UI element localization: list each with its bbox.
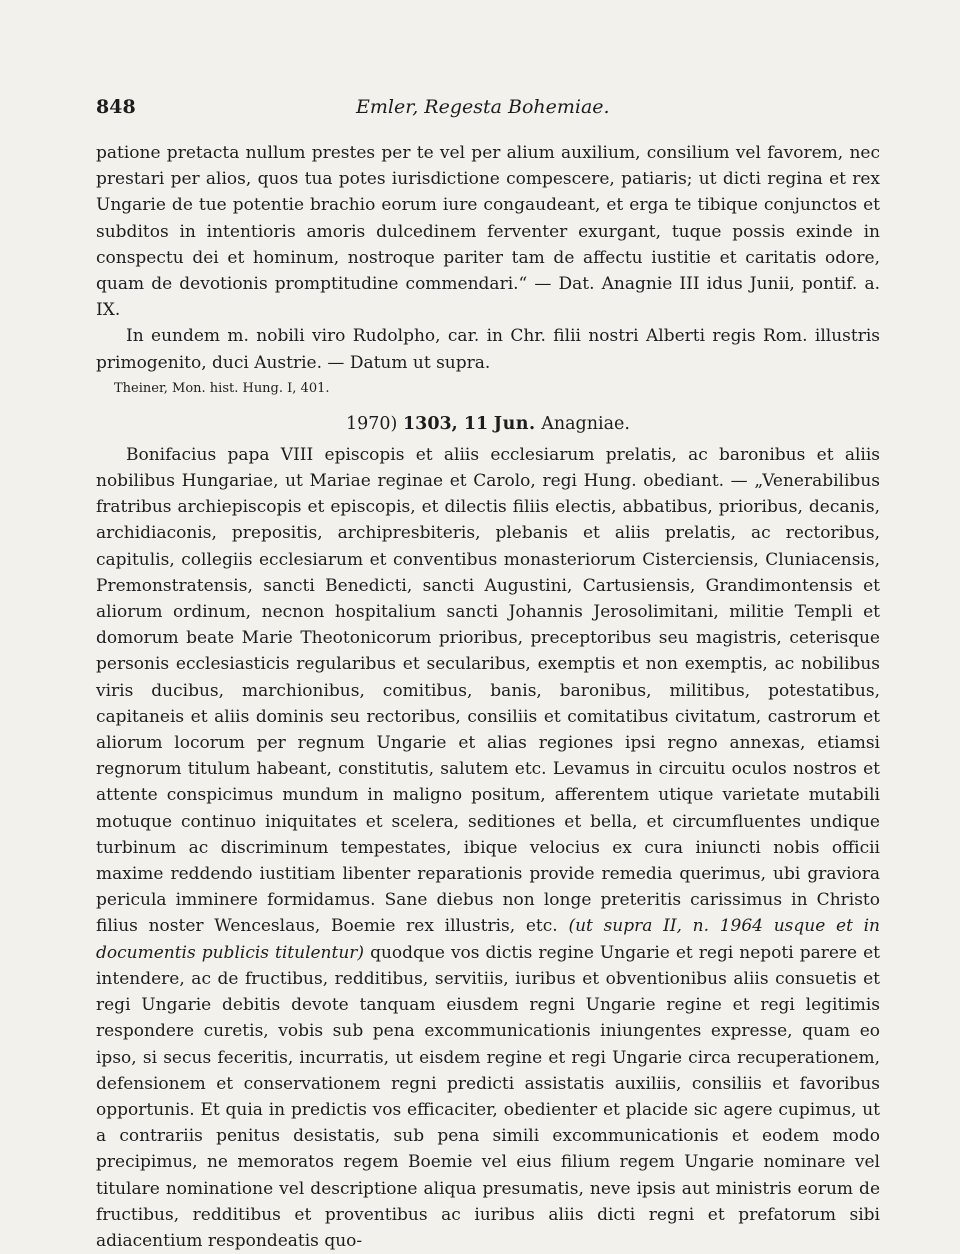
entry-month: Jun. [493, 413, 536, 434]
entry-heading [96, 412, 880, 436]
running-title: Emler, Regesta Bohemiae. [356, 96, 610, 118]
entry-place: Anagniae. [541, 413, 630, 434]
document-body [96, 442, 880, 1254]
entry-date: 1303, 11 [402, 413, 489, 434]
body-text-part-2: quodque vos dictis regine Ungarie et regi nepoti parere et intendere, ac de fructibus, redditibus, servitiis, iuribus et obventionibus aliis consuetis et regi Ungarie debitis devote tanquam eiusdem regni Ungarie regine et regi legitimis respondere curetis, vobis sub pena excommunicationis iniungentes expresse, quam eo ipso, si secus feceritis, incurratis, ut eisdem regine et regi Ungarie circa recuperationem, defensionem et conservationem regni predicti assistatis auxiliis, consiliis et favoribus opportunis. Et quia in predictis vos efficaciter, obedienter et placide sic agere cupimus, ut a contrariis penitus desistatis, sub pena simili excommunicationis et eodem modo precipimus, ne memoratos regem Boemie vel eius filium regem Ungarie nominare vel titulare nominatione vel descriptione aliqua presumatis, neve ipsis aut ministris eorum de fructibus, redditibus et proventibus ac iuribus aliis dicti regni et prefatorum sibi adiacentium respondeatis quo- [96, 942, 881, 1251]
source-citation: Theiner, Mon. hist. Hung. I, 401. [114, 380, 330, 396]
body-text-part-1: Bonifacius papa VIII episcopis et aliis ecclesiarum prelatis, ac baronibus et aliis nobilibus Hungariae, ut Mariae reginae et Carolo, regi Hung. obediant. — „Venerabilibus fratribus archiepiscopis et episcopis, et dilectis filiis electis, abbatibus, prioribus, decanis, archidiaconis, prepositis, archipresbiteris, plebanis et aliis prelatis, ac rectoribus, capitulis, collegiis ecclesiarum et conventibus monasteriorum Cisterciensis, Cluniacensis, Premonstratensis, sancti Benedicti, sancti Augustini, Cartusiensis, Grandimontensis et aliorum ordinum, necnon hospitalium sancti Johannis Jerosolimitani, militie Templi et domorum beate Marie Theotonicorum prioribus, preceptoribus seu magistris, ceterisque personis ecclesiasticis regularibus et secularibus, exemptis et non exemptis, ac nobilibus viris ducibus, marchionibus, comitibus, banis, baronibus, militibus, potestatibus, capitaneis et aliis dominis seu rectoribus, consiliis et comitatibus civitatum, castrorum et aliorum locorum per regnum Ungarie et alias regiones ipsi regno annexas, etiamsi regnorum titulum habeant, constitutis, salutem etc. Levamus in circuitu oculos nostros et attente conspicimus mundum in maligno positum, afferentem utique varietate mutabili motuque continuo iniquitates et scelera, seditiones et bella, et circumfluentes undique turbinum ac discriminum tempestates, ibique velocius ex cura iniuncti nobis officii maxime reddendo iustitiam libenter reparationis provide remedia querimus, ubi graviora pericula imminere formidamus. Sane diebus non longe preteritis carissimus in Christo filius noster Wenceslaus, Boemie rex illustris, etc. [96, 444, 880, 937]
entry-number: 1970) [346, 413, 398, 434]
page-number: 848 [96, 96, 136, 118]
addressee-paragraph: In eundem m. nobili viro Rudolpho, car. in Chr. filii nostri Alberti regis Rom. illustris primogenito, duci Austrie. — Datum ut supra. [96, 326, 880, 373]
continuation-paragraph: patione pretacta nullum prestes per te vel per alium auxilium, consilium vel favorem, nec prestari per alios, quos tua potes iurisdictione compescere, patiaris; ut dicti regina et rex Ungarie de tue potentie brachio eorum iure congaudeant, et erga te tibique conjunctos et subditos in intentioris amoris dulcedinem ferventer exurgant, tuque possis exinde in conspectu dei et hominum, nostroque pariter tam de affectu iustitie et caritatis odore, quam de devotionis promptitudine commendari.“ — Dat. Anagnie III idus Junii, pontif. a. IX. [96, 143, 880, 321]
cross-reference: (ut supra II, n. 1964 usque et in documentis publicis titulentur) [96, 916, 881, 963]
page-header [96, 96, 880, 130]
